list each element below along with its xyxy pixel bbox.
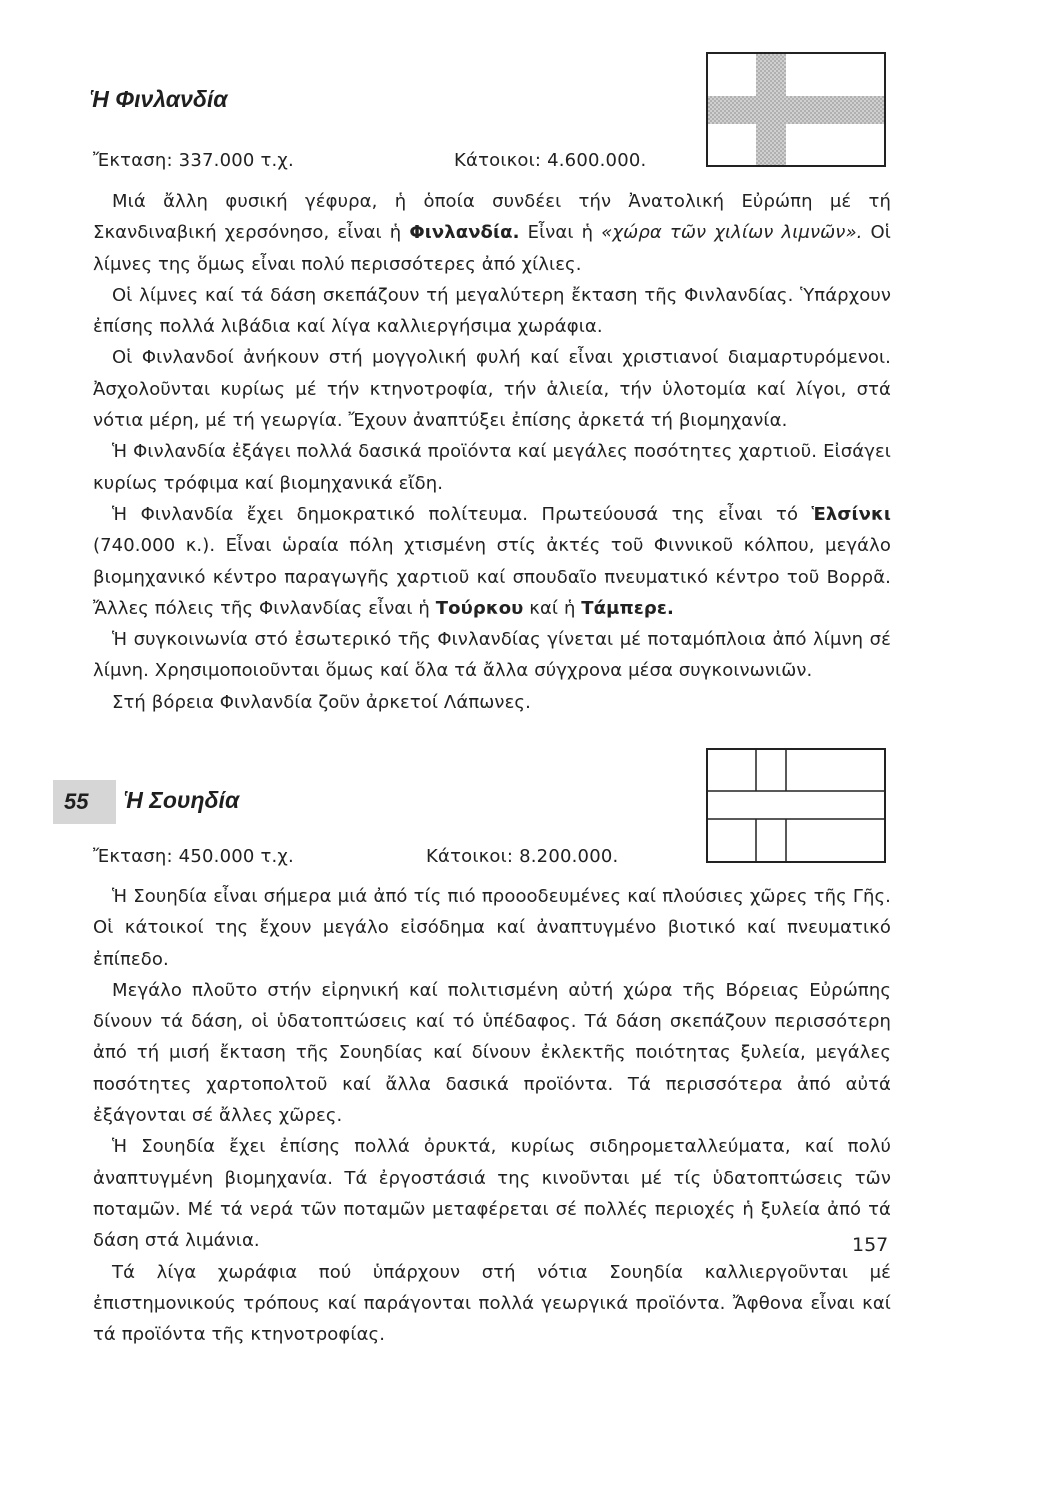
finland-paragraph: Ἡ Φινλανδία ἔχει δημοκρατικό πολίτευμα. Πρωτεύουσά της εἶναι τό Ἑλσίνκι (740.000 κ.). Εἶναι ὡραία πόλη χτισμένη στίς ἀκτές τοῦ Φιννικοῦ κόλπου, μεγάλο βιομηχανικό κέντρο παραγωγῆς χαρτιοῦ καί σπουδαῖο πνευματικό κέντρο τοῦ Βορρᾶ. Ἄλλες πόλεις τῆς Φινλανδίας εἶναι ἡ Τούρκου καί ἡ Τάμπερε. xyxy=(93,503,891,619)
city-name: Ἑλσίνκι xyxy=(811,503,891,525)
finland-paragraph: Μιά ἄλλη φυσική γέφυρα, ἡ ὁποία συνδέει τήν Ἀνατολική Εὐρώπη μέ τή Σκανδιναβική χερσόνησο, εἶναι ἡ Φινλανδία. Εἶναι ἡ «χώρα τῶν χιλίων λιμνῶν». Οἱ λίμνες της ὅμως εἶναι πολύ περισσότερες ἀπό χίλιες. xyxy=(93,191,891,275)
finland-paragraph: Στή βόρεια Φινλανδία ζοῦν ἀρκετοί Λάπωνες. xyxy=(112,691,531,713)
finland-paragraph: Ἡ Φινλανδία ἐξάγει πολλά δασικά προϊόντα καί μεγάλες ποσότητες χαρτιοῦ. Εἰσάγει κυρίως τρόφιμα καί βιομηχανικά εἴδη. xyxy=(93,441,891,494)
finland-population: Κάτοικοι: 4.600.000. xyxy=(454,150,647,171)
sweden-area: Ἔκταση: 450.000 τ.χ. xyxy=(93,846,294,867)
sweden-population: Κάτοικοι: 8.200.000. xyxy=(426,846,619,867)
country-name: Φινλανδία. xyxy=(409,222,520,244)
finland-area: Ἔκταση: 337.000 τ.χ. xyxy=(93,150,294,171)
sweden-paragraph: Τά λίγα χωράφια πού ὑπάρχουν στή νότια Σουηδία καλλιεργοῦνται μέ ἐπιστημονικούς τρόπους καί παράγονται πολλά γεωργικά προϊόντα. Ἄφθονα εἶναι καί τά προϊόντα τῆς κτηνοτροφίας. xyxy=(93,1261,891,1346)
finland-paragraph: Οἱ λίμνες καί τά δάση σκεπάζουν τή μεγαλύτερη ἔκταση τῆς Φινλανδίας. Ὑπάρχουν ἐπίσης πολλά λιβάδια καί λίγα καλλιεργήσιμα χωράφια. xyxy=(93,284,891,338)
page-number: 157 xyxy=(852,1234,889,1256)
section-number-badge: 55 xyxy=(53,780,116,824)
finland-flag-icon xyxy=(706,52,886,167)
sweden-text xyxy=(93,881,891,1350)
finland-paragraph: Οἱ Φινλανδοί ἀνήκουν στή μογγολική φυλή καί εἶναι χριστιανοί διαμαρτυρόμενοι. Ἀσχολοῦνται κυρίως μέ τήν κτηνοτροφία, τήν ἁλιεία, τήν ὑλοτομία καί λίγοι, στά νότια μέρη, μέ τή γεωργία. Ἔχουν ἀναπτύξει ἐπίσης ἀρκετά τή βιομηχανία. xyxy=(93,347,891,432)
city-name: Τούρκου xyxy=(435,597,524,619)
finland-text xyxy=(93,186,891,718)
nickname-quote: «χώρα τῶν χιλίων λιμνῶν». xyxy=(601,222,863,244)
section-title-finland: Ἡ Φινλανδία xyxy=(90,86,228,112)
city-name: Τάμπερε. xyxy=(581,597,674,619)
sweden-paragraph: Μεγάλο πλοῦτο στήν εἰρηνική καί πολιτισμένη αὐτή χώρα τῆς Βόρειας Εὐρώπης δίνουν τά δάση, οἱ ὑδατοπτώσεις καί τό ὑπέδαφος. Τά δάση σκεπάζουν περισσότερη ἀπό τή μισή ἔκταση τῆς Σουηδίας καί δίνουν ἐκλεκτῆς ποιότητας ξυλεία, μεγάλες ποσότητες χαρτοπολτοῦ καί ἄλλα δασικά προϊόντα. Τά περισσότερα ἀπό αὐτά ἐξάγονται σέ ἄλλες χῶρες. xyxy=(93,979,891,1127)
finland-paragraph: Ἡ συγκοινωνία στό ἐσωτερικό τῆς Φινλανδίας γίνεται μέ ποταμόπλοια ἀπό λίμνη σέ λίμνη. Χρησιμοποιοῦνται ὅμως καί ὅλα τά ἄλλα σύγχρονα μέσα συγκοινωνιῶν. xyxy=(93,629,891,682)
sweden-flag-icon xyxy=(706,748,886,863)
sweden-paragraph: Ἡ Σουηδία εἶναι σήμερα μιά ἀπό τίς πιό προοοδευμένες καί πλούσιες χῶρες τῆς Γῆς. Οἱ κάτοικοί της ἔχουν μεγάλο εἰσόδημα καί ἀναπτυγμένο βιοτικό καί πνευματικό ἐπίπεδο. xyxy=(93,886,891,970)
section-title-sweden: Ἡ Σουηδία xyxy=(124,787,240,813)
sweden-paragraph: Ἡ Σουηδία ἔχει ἐπίσης πολλά ὀρυκτά, κυρίως σιδηρομεταλλεύματα, καί πολύ ἀναπτυγμένη βιομηχανία. Τά ἐργοστάσιά της κινοῦνται μέ τίς ὑδατοπτώσεις τῶν ποταμῶν. Μέ τά νερά τῶν ποταμῶν μεταφέρεται σέ πολλές περιοχές ἡ ξυλεία ἀπό τά δάση στά λιμάνια. xyxy=(93,1136,891,1252)
